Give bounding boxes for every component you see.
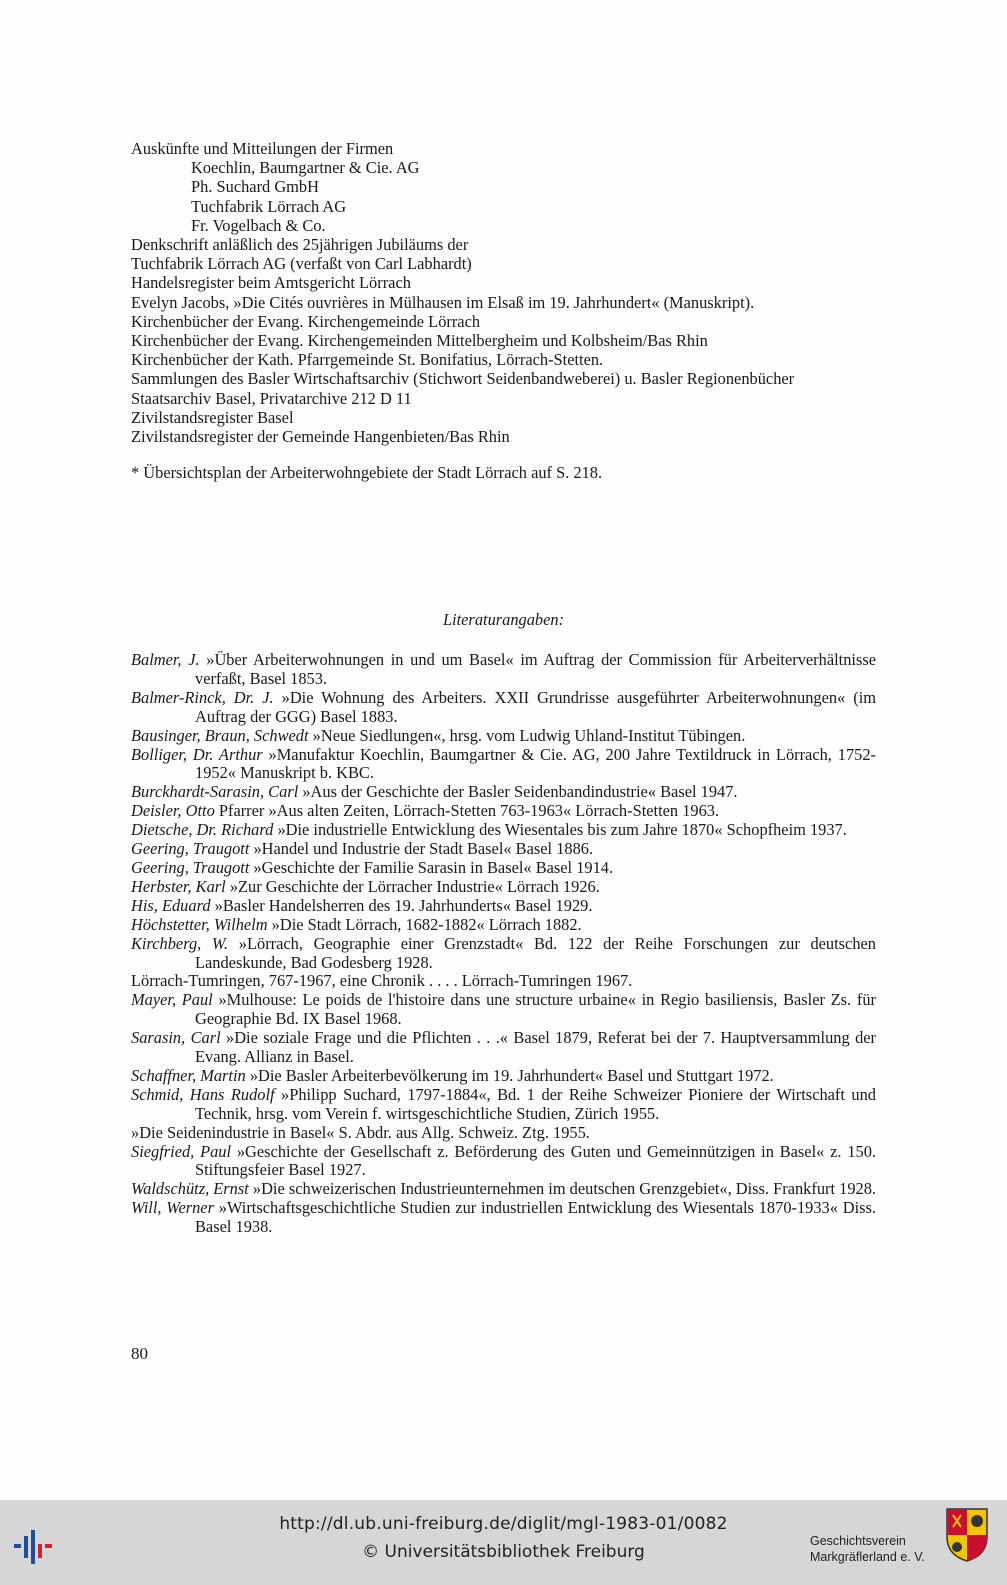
entry-text: »Basler Handelsherren des 19. Jahrhunderts« Basel 1929. [210, 895, 593, 915]
entry-text: »Geschichte der Familie Sarasin in Basel« Basel 1914. [249, 857, 614, 877]
entry-text: »Manufaktur Koechlin, Baumgartner & Cie. AG, 200 Jahre Textildruck in Lörrach, 1752-1952« Manuskript b. KBC. [195, 744, 876, 783]
literature-entry [131, 1086, 876, 1124]
copyright-text: © Universitätsbibliothek Freiburg [362, 1542, 645, 1562]
literature-entry [131, 1067, 876, 1086]
source-line: Denkschrift anläßlich des 25jährigen Jubiläums der [131, 235, 469, 255]
entry-author: Sarasin, Carl [131, 1028, 221, 1048]
entry-author: Deisler, Otto [131, 801, 215, 821]
entry-author: Schmid, Hans Rudolf [131, 1084, 275, 1104]
society-line-1: Geschichtsverein [810, 1534, 906, 1548]
entry-author: Höchstetter, Wilhelm [131, 914, 268, 934]
entry-author: Balmer-Rinck, Dr. J. [131, 687, 274, 707]
entry-text: »Philipp Suchard, 1797-1884«, Bd. 1 der Reihe Schweizer Pioniere der Wirtschaft und Technik, hrsg. vom Verein f. wirtsgeschichtliche Studien, Zürich 1955. [195, 1084, 876, 1123]
source-line: Zivilstandsregister der Gemeinde Hangenbieten/Bas Rhin [131, 427, 510, 447]
entry-text: »Die Wohnung des Arbeiters. XXII Grundrisse ausgeführter Arbeiterwohnungen« (im Auftrag der GGG) Basel 1883. [195, 687, 876, 726]
literature-entry [131, 746, 876, 784]
entry-text: Pfarrer »Aus alten Zeiten, Lörrach-Stetten 763-1963« Lörrach-Stetten 1963. [214, 801, 720, 821]
entry-text: »Die soziale Frage und die Pflichten . . .« Basel 1879, Referat bei der 7. Hauptversammlung der Evang. Allianz in Basel. [195, 1028, 876, 1067]
page-number: 80 [131, 1344, 148, 1363]
literature-entry [131, 1029, 876, 1067]
source-line: Kirchenbücher der Evang. Kirchengemeinde Lörrach [131, 311, 481, 331]
literature-entry [131, 1180, 876, 1199]
source-line: Auskünfte und Mitteilungen der Firmen [131, 139, 394, 158]
literature-entry [131, 727, 876, 746]
entry-text: »Die industrielle Entwicklung des Wiesentales bis zum Jahre 1870« Schopfheim 1937. [273, 820, 847, 840]
source-line: Kirchenbücher der Evang. Kirchengemeinden Mittelbergheim und Kolbsheim/Bas Rhin [131, 331, 708, 351]
entry-author: His, Eduard [131, 895, 211, 915]
source-url-link[interactable]: http://dl.ub.uni-freiburg.de/diglit/mgl-1983-01/0082 [279, 1514, 728, 1534]
literature-entry [131, 1199, 876, 1237]
source-line: Kirchenbücher der Kath. Pfarrgemeinde St. Bonifatius, Lörrach-Stetten. [131, 350, 604, 370]
entry-author: Herbster, Karl [131, 876, 226, 896]
source-line: Handelsregister beim Amtsgericht Lörrach [131, 273, 411, 293]
entry-text: »Die Basler Arbeiterbevölkerung im 19. Jahrhundert« Basel und Stuttgart 1972. [245, 1065, 774, 1085]
entry-author: Will, Werner [131, 1198, 214, 1218]
literature-entry [131, 821, 876, 840]
society-name [810, 1533, 925, 1565]
literature-entry [131, 802, 876, 821]
entry-text: »Neue Siedlungen«, hrsg. vom Ludwig Uhland-Institut Tübingen. [308, 725, 746, 745]
entry-author: Dietsche, Dr. Richard [131, 820, 274, 840]
crest-icon [945, 1507, 989, 1563]
literature-entry [131, 651, 876, 689]
footer-bar [0, 1500, 1007, 1585]
entry-author: Geering, Traugott [131, 857, 250, 877]
entry-text: »Wirtschaftsgeschichtliche Studien zur industriellen Entwicklung des Wiesentals 1870-1933« Diss. Basel 1938. [195, 1198, 876, 1237]
entry-text: »Aus der Geschichte der Basler Seidenbandindustrie« Basel 1947. [298, 782, 738, 802]
literature-entry [131, 878, 876, 897]
source-line: Zivilstandsregister Basel [131, 407, 294, 427]
entry-author: Kirchberg, W. [131, 933, 229, 953]
source-line: Ph. Suchard GmbH [191, 177, 319, 197]
society-line-2: Markgräflerland e. V. [810, 1550, 925, 1564]
entry-text: »Zur Geschichte der Lörracher Industrie« Lörrach 1926. [225, 876, 600, 896]
entry-text: »Die Seidenindustrie in Basel« S. Abdr. aus Allg. Schweiz. Ztg. 1955. [131, 1122, 590, 1142]
entry-author: Siegfried, Paul [131, 1141, 232, 1161]
literature-entry [131, 1124, 876, 1143]
footnote: * Übersichtsplan der Arbeiterwohngebiete der Stadt Lörrach auf S. 218. [131, 463, 603, 482]
entry-author: Bolliger, Dr. Arthur [131, 744, 263, 764]
source-line: Tuchfabrik Lörrach AG (verfaßt von Carl Labhardt) [131, 254, 472, 274]
literature-entry [131, 840, 876, 859]
entry-author: Waldschütz, Ernst [131, 1179, 249, 1199]
entry-text: »Handel und Industrie der Stadt Basel« Basel 1886. [249, 839, 594, 859]
source-line: Fr. Vogelbach & Co. [191, 215, 326, 235]
literature-entry [131, 935, 876, 973]
entry-text: »Die schweizerischen Industrieunternehmen im deutschen Grenzgebiet«, Diss. Frankfurt 1928. [248, 1179, 877, 1199]
source-line: Tuchfabrik Lörrach AG [191, 196, 347, 216]
source-line: Sammlungen des Basler Wirtschaftsarchiv (Stichwort Seidenbandweberei) u. Basler Regionenbücher [131, 369, 795, 389]
literature-entry [131, 897, 876, 916]
entry-author: Burckhardt-Sarasin, Carl [131, 782, 299, 802]
entry-author: Schaffner, Martin [131, 1065, 246, 1085]
literature-heading: Literaturangaben: [442, 610, 565, 629]
literature-entry [131, 991, 876, 1029]
entry-text: »Über Arbeiterwohnungen in und um Basel« im Auftrag der Commission für Arbeiterverhältnisse verfaßt, Basel 1853. [195, 650, 877, 688]
literature-entry [131, 916, 876, 935]
literature-entry [131, 859, 876, 878]
source-line: Koechlin, Baumgartner & Cie. AG [191, 158, 420, 178]
entry-text: »Geschichte der Gesellschaft z. Beförderung des Guten und Gemeinnützigen in Basel« z. 150. Stiftungsfeier Basel 1927. [195, 1141, 876, 1180]
entry-text: »Lörrach, Geographie einer Grenzstadt« Bd. 122 der Reihe Forschungen zur deutschen Landeskunde, Bad Godesberg 1928. [195, 933, 876, 972]
literature-entry [131, 1143, 876, 1181]
literature-list [131, 651, 876, 1237]
entry-author: Balmer, J. [131, 650, 200, 669]
entry-text: Lörrach-Tumringen, 767-1967, eine Chronik . . . . Lörrach-Tumringen 1967. [131, 971, 633, 991]
entry-text: »Die Stadt Lörrach, 1682-1882« Lörrach 1882. [267, 914, 582, 934]
entry-author: Geering, Traugott [131, 839, 250, 859]
sources-list [131, 139, 891, 446]
literature-entry [131, 972, 876, 991]
source-line: Staatsarchiv Basel, Privatarchive 212 D 11 [131, 388, 412, 408]
literature-entry [131, 689, 876, 727]
entry-author: Mayer, Paul [131, 990, 213, 1010]
entry-author: Bausinger, Braun, Schwedt [131, 725, 309, 745]
entry-text: »Mulhouse: Le poids de l'histoire dans une structure urbaine« in Regio basiliensis, Basler Zs. für Geographie Bd. IX Basel 1968. [195, 990, 876, 1029]
literature-entry [131, 783, 876, 802]
source-line: Evelyn Jacobs, »Die Cités ouvrières in Mülhausen im Elsaß im 19. Jahrhundert« (Manuskript). [131, 292, 755, 312]
